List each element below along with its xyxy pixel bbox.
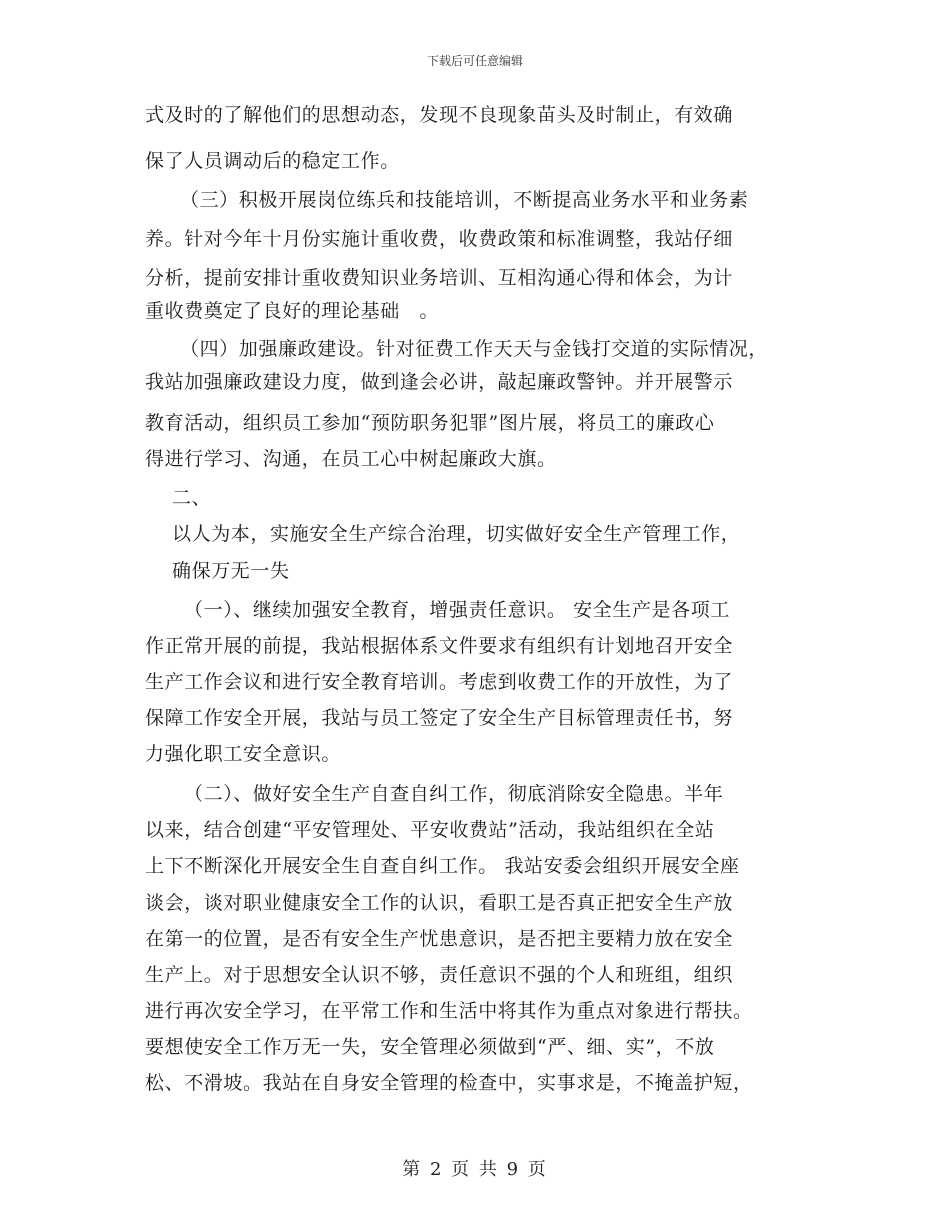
text-line: 力强化职工安全意识。 xyxy=(145,743,342,765)
text-line: 保了人员调动后的稳定工作。 xyxy=(145,150,400,172)
text-line: （一）、继续加强安全教育，增强责任意识。 安全生产是各项工 xyxy=(184,599,730,621)
text-line: 上下不断深化开展安全生自查自纠工作。 我站安委会组织开展安全座 xyxy=(145,855,740,877)
text-line: 保障工作安全开展，我站与员工签定了安全生产目标管理责任书，努 xyxy=(145,707,734,729)
text-line: 生产上。对于思想安全认识不够，责任意识不强的个人和班组，组织 xyxy=(145,964,734,986)
text-line: 确保万无一失 xyxy=(172,560,290,582)
page-footer: 第 2 页 共 9 页 xyxy=(402,1159,548,1180)
text-line: 重收费奠定了良好的理论基础 。 xyxy=(145,300,440,322)
text-line: 以来，结合创建“平安管理处、平安收费站”活动，我站组织在全站 xyxy=(145,819,715,841)
text-line: 养。针对今年十月份实施计重收费，收费政策和标准调整，我站仔细 xyxy=(145,228,734,250)
text-line: 松、不滑坡。我站在自身安全管理的检查中，实事求是，不掩盖护短， xyxy=(145,1072,753,1094)
text-line: （四）加强廉政建设。针对征费工作天天与金钱打交道的实际情况， xyxy=(180,338,769,360)
text-line: 式及时的了解他们的思想动态，发现不良现象苗头及时制止，有效确 xyxy=(145,104,734,126)
text-line: 以人为本，实施安全生产综合治理，切实做好安全生产管理工作， xyxy=(172,523,741,545)
text-line: （三）积极开展岗位练兵和技能培训，不断提高业务水平和业务素 xyxy=(180,189,749,211)
text-line: 在第一的位置，是否有安全生产忧患意识，是否把主要精力放在安全 xyxy=(145,928,734,950)
section-heading: 二、 xyxy=(172,487,212,509)
text-line: （二）、做好安全生产自查自纠工作，彻底消除安全隐患。半年 xyxy=(184,783,724,805)
text-line: 生产工作会议和进行安全教育培训。考虑到收费工作的开放性，为了 xyxy=(145,671,734,693)
text-line: 得进行学习、沟通，在员工心中树起廉政大旗。 xyxy=(145,448,557,470)
text-line: 进行再次安全学习，在平常工作和生活中将其作为重点对象进行帮扶。 xyxy=(145,1000,753,1022)
page-header: 下载后可任意编辑 xyxy=(426,54,523,68)
text-line: 我站加强廉政建设力度，做到逢会必讲，敲起廉政警钟。并开展警示 xyxy=(145,371,734,393)
text-line: 教育活动，组织员工参加“预防职务犯罪”图片展，将员工的廉政心 xyxy=(145,412,715,434)
text-line: 作正常开展的前提，我站根据体系文件要求有组织有计划地召开安全 xyxy=(145,635,734,657)
text-line: 分析，提前安排计重收费知识业务培训、互相沟通心得和体会，为计 xyxy=(145,267,734,289)
text-line: 谈会，谈对职业健康安全工作的认识，看职工是否真正把安全生产放 xyxy=(145,892,734,914)
text-line: 要想使安全工作万无一失，安全管理必须做到“严、细、实”，不放 xyxy=(145,1036,715,1058)
